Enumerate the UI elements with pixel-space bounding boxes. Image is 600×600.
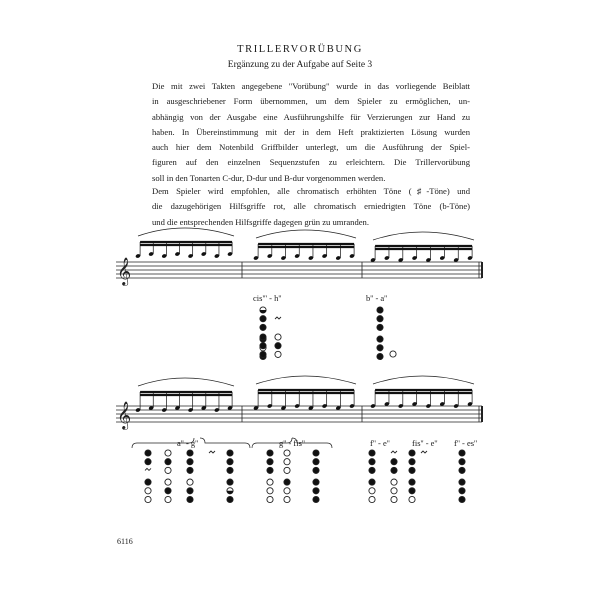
fingering-hole-open: [267, 488, 273, 494]
fingering-hole-closed: [267, 467, 273, 473]
fingering-hole-closed: [187, 467, 193, 473]
fingering-hole-open: [391, 488, 397, 494]
fingering-diagram: [209, 451, 215, 453]
fingering-hole-closed: [145, 459, 151, 465]
slur: [138, 228, 234, 236]
fingering-hole-open: [284, 488, 290, 494]
fingering-hole-closed: [377, 353, 383, 359]
fingering-hole-closed: [227, 479, 233, 485]
page-subtitle: Ergänzung zu der Aufgabe auf Seite 3: [227, 60, 373, 70]
fingering-hole-closed: [369, 450, 375, 456]
paragraph-line: die dazugehörigen Hilfsgriffe rot, alle chromatisch erniedrigten Töne (b-Töne): [152, 201, 470, 212]
paragraph-line: Dem Spieler wird empfohlen, alle chromatisch erhöhten Töne (♯-Töne) und: [152, 186, 470, 196]
fingering-hole-closed: [409, 467, 415, 473]
slur: [138, 378, 234, 386]
fingering-hole-closed: [459, 467, 465, 473]
fingering-label: fis'' - e'': [412, 438, 438, 448]
fingering-label: f'' - es'': [454, 438, 478, 448]
paragraph-line: abhängig von der Ausgabe eine Ausführungshilfe für Verzierungen zur Hand zu: [152, 111, 470, 122]
fingering-hole-closed: [377, 307, 383, 313]
fingering-diagram: [377, 307, 383, 360]
paragraph-line: und die entsprechenden Hilfsgriffe dagegen grün zu umranden.: [152, 216, 369, 227]
fingering-diagram: [275, 317, 281, 319]
fingering-hole-open: [369, 496, 375, 502]
fingering-hole-closed: [187, 450, 193, 456]
fingering-hole-closed: [409, 459, 415, 465]
fingering-hole-closed: [260, 334, 266, 340]
fingering-diagram: [275, 334, 281, 358]
fingering-diagram: [227, 450, 233, 503]
fingering-hole-open: [390, 351, 396, 357]
fingering-hole-open: [165, 450, 171, 456]
fingering-hole-closed: [313, 479, 319, 485]
fingering-hole-open: [284, 467, 290, 473]
fingering-hole-open: [369, 488, 375, 494]
page-number: 6116: [117, 537, 133, 546]
fingering-hole-closed: [260, 324, 266, 330]
fingering-hole-open: [187, 479, 193, 485]
fingering-hole-closed: [313, 467, 319, 473]
fingering-diagram: [391, 451, 397, 503]
fingering-hole-closed: [227, 467, 233, 473]
slur: [256, 230, 356, 238]
fingering-hole-closed: [459, 496, 465, 502]
fingering-diagram: [165, 450, 171, 503]
fingering-hole-open: [165, 467, 171, 473]
fingering-hole-closed: [369, 479, 375, 485]
slur: [373, 376, 474, 384]
fingering-label: b'' - a'': [366, 293, 388, 303]
fingering-hole-closed: [313, 496, 319, 502]
fingering-label: cis''' - h'': [253, 293, 282, 303]
fingering-hole-open: [275, 334, 281, 340]
fingering-hole-closed: [459, 450, 465, 456]
fingering-hole-closed: [260, 351, 266, 357]
paragraph-line: in ausgeschriebener Form übernommen, um dem Spieler zu ermöglichen, un-: [152, 96, 470, 107]
paragraph-line: haben. In Übereinstimmung mit der in dem Heft praktizierten Lösung wurden: [152, 126, 470, 137]
paragraph-line: auch hier dem Notenbild Griffbilder unterlegt, um die Ausführung der Spiel-: [152, 142, 470, 153]
fingering-hole-open: [165, 496, 171, 502]
fingering-hole-open: [267, 479, 273, 485]
fingering-hole-closed: [369, 467, 375, 473]
fingering-hole-open: [409, 496, 415, 502]
fingering-hole-closed: [409, 488, 415, 494]
fingering-hole-closed: [227, 450, 233, 456]
fingering-hole-open: [145, 496, 151, 502]
staves: [116, 228, 482, 430]
fingering-hole-closed: [145, 479, 151, 485]
fingering-hole-closed: [260, 343, 266, 349]
fingering-hole-closed: [377, 336, 383, 342]
fingering-diagram: [459, 450, 465, 503]
fingering-hole-closed: [377, 316, 383, 322]
fingering-hole-closed: [409, 450, 415, 456]
fingering-hole-closed: [459, 479, 465, 485]
fingering-label: a'' - g'': [177, 438, 199, 448]
fingering-hole-closed: [377, 324, 383, 330]
fingering-hole-open: [284, 459, 290, 465]
note-labels: [177, 293, 478, 448]
fingering-hole-closed: [267, 459, 273, 465]
fingering-diagram: [369, 450, 375, 503]
fingering-hole-open: [391, 496, 397, 502]
slur: [373, 232, 474, 240]
fingering-diagram: [421, 451, 427, 453]
treble-clef: 𝄞: [117, 401, 132, 429]
fingering-label: g'' - fis'': [279, 438, 305, 448]
fingering-hole-closed: [313, 488, 319, 494]
fingering-hole-closed: [391, 467, 397, 473]
slur: [256, 376, 356, 384]
fingering-hole-closed: [267, 450, 273, 456]
fingering-hole-closed: [409, 479, 415, 485]
fingering-diagram: [409, 450, 415, 503]
fingering-hole-closed: [187, 496, 193, 502]
fingering-diagram: [187, 450, 193, 503]
grouping-bracket: [200, 438, 250, 448]
fingering-hole-closed: [227, 496, 233, 502]
fingering-diagram: [284, 450, 290, 503]
fingering-hole-closed: [369, 459, 375, 465]
page-title: TRILLERVORÜBUNG: [237, 44, 363, 55]
paragraph-line: figuren auf den einzelnen Sequenzstufen zu erleichtern. Die Trillervorübung: [152, 157, 470, 168]
fingering-hole-closed: [459, 459, 465, 465]
trill-mark: [421, 451, 427, 453]
fingering-hole-open: [275, 351, 281, 357]
fingering-hole-closed: [377, 345, 383, 351]
fingering-hole-closed: [165, 488, 171, 494]
trill-mark: [209, 451, 215, 453]
fingering-hole-closed: [275, 343, 281, 349]
fingering-hole-open: [391, 479, 397, 485]
fingering-label: f'' - e'': [370, 438, 390, 448]
fingering-hole-open: [267, 496, 273, 502]
fingering-hole-open: [284, 450, 290, 456]
fingering-diagram: [267, 450, 273, 503]
fingering-hole-closed: [284, 479, 290, 485]
fingering-hole-closed: [459, 488, 465, 494]
fingering-hole-closed: [313, 459, 319, 465]
fingering-hole-open: [284, 496, 290, 502]
fingering-hole-closed: [145, 450, 151, 456]
fingering-hole-closed: [391, 459, 397, 465]
fingering-hole-open: [165, 479, 171, 485]
fingering-hole-closed: [187, 459, 193, 465]
staff: [116, 376, 482, 430]
fingering-hole-closed: [227, 459, 233, 465]
fingering-hole-closed: [260, 316, 266, 322]
staff: [116, 228, 482, 286]
fingering-hole-open: [145, 488, 151, 494]
paragraph-line: soll in den Tonarten C-dur, D-dur und B-dur vorgenommen werden.: [152, 172, 386, 183]
paragraph-line: Die mit zwei Takten angegebene "Vorübung" wurde in das vorliegende Beiblatt: [152, 81, 470, 91]
fingering-diagram: [313, 450, 319, 503]
fingering-hole-closed: [187, 488, 193, 494]
fingering-hole-closed: [165, 459, 171, 465]
fingering-diagram: [145, 450, 151, 503]
trill-mark: [275, 317, 281, 319]
trill-mark: [391, 451, 397, 453]
fingering-hole-closed: [313, 450, 319, 456]
fingering-diagram: [260, 334, 266, 358]
fingering-diagram: [390, 351, 396, 357]
treble-clef: 𝄞: [117, 257, 132, 285]
trill-mark: [145, 468, 151, 470]
